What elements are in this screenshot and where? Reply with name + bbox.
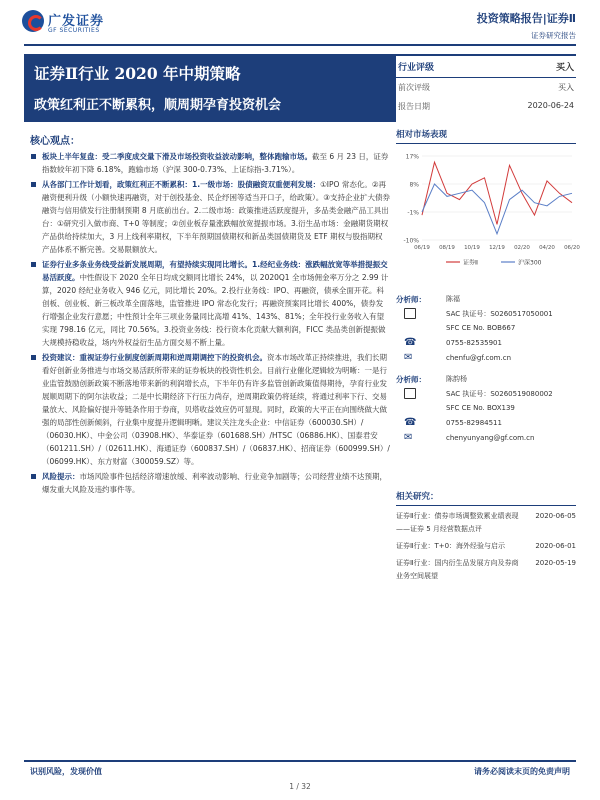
analyst-sfc-row — [396, 402, 576, 417]
footer-divider — [24, 760, 576, 762]
email-icon: ✉ — [404, 432, 413, 443]
analyst-email[interactable]: chenyunyang@gf.com.cn — [446, 434, 535, 442]
analyst-sfc-row — [396, 322, 576, 337]
analyst-name-row — [396, 372, 576, 387]
page-header — [0, 0, 600, 46]
analyst-email-row — [396, 432, 576, 447]
rating-header — [396, 54, 576, 78]
y-tick-label: 17% — [405, 153, 419, 161]
related-research-list — [396, 510, 576, 587]
logo-mark-icon — [22, 10, 44, 32]
page-subtitle: 政策红利正不断累积，顺周期孕育投资机会 — [34, 98, 282, 113]
x-tick-label: 02/20 — [514, 245, 530, 251]
core-views-heading: 核心观点： — [30, 136, 80, 147]
bullet-item — [30, 258, 390, 349]
x-tick-label: 10/19 — [464, 245, 480, 251]
bullet-item — [30, 150, 390, 176]
related-date: 2020-06-01 — [535, 542, 576, 550]
bullet-item — [30, 470, 390, 496]
prev-rating-label: 前次评级 — [398, 83, 430, 92]
analyst-role: 分析师： — [396, 375, 426, 384]
analyst-phone: 0755-82535901 — [446, 339, 502, 347]
y-tick-label: -1% — [407, 209, 419, 217]
related-item[interactable] — [396, 510, 576, 536]
related-title: 证券Ⅱ行业：国内衍生品发展方向及券商业务空间展望 — [396, 559, 519, 580]
analyst-sac-row — [396, 387, 576, 402]
phone-icon: ☎ — [404, 337, 417, 348]
id-card-icon — [404, 308, 416, 319]
bullet-item — [30, 351, 390, 468]
bullet-text: 市场风险事件包括经济增速放缓、利率波动影响、行业竞争加剧等；公司经营业绩不达预期，爆发重大风险及违约事件等。 — [42, 472, 387, 494]
bullet-item — [30, 178, 390, 256]
bullet-text: 资本市场改革正持续推进，我们长期看好创新业务推进与市场交易活跃所带来的证券板块的投资性机会。目前行业催化逻辑较为明晰：一是行业监管鼓励创新政策不断落地带来新的利润增长点，下半年仍有许多监管创新政策值得期待，孕育行业发展顺周期下的阿尔法收益；二是中长期经济下行压力尚存，逆周期政策仍将延续，将通过利率下行、交易量放大、风险偏好提升等链条作用于券商，贝塔收益效应仍可显现。同时，政策的大平正在向围绕做大做强的局部性创新倾斜，行业集中度提升逻辑明晰。建议关注龙头企业：中信证券（600030.SH）/（06030.HK）、中金公司（03908.HK）、华泰证券（601688.SH）/HTSC（06886.HK）、国泰君安（601211.SH）/（02611.HK）、海通证券（600837.SH）/（06837.HK）、招商证券（600999.SH）/（06099.HK）、东方财富（300059.SZ）等。 — [42, 353, 390, 466]
bullet-lead: 证券行业多条业务线受益新发展周期，有望持续实现同比增长。1.经纪业务线：涨跌幅放宽等举措提振交易活跃度。 — [42, 260, 388, 282]
bullet-text: 中性假设下 2020 全年日均成交额同比增长 24%，以 2020Q1 全市场佣金率万分之 2.99 计算，2020 经纪业务收入 946 亿元，同比增长 20%。2.投行业务线：IPO、再融资，债承全面开花。科创板、创业板、新三板改革全面落地，监管推进 IPO 常态化发行；再融资预案同比增长 400%，债券发行增强企业发行意愿；中性预计全年三项业务量同比高增 41%、143%、81%；全年投行业务收入有望实现 798.16 亿元，同比 70.56%。3.投资业务线：投行资本化贡献大额利润，FICC 类品类创新提振做大规模持稳收益，场内外权益衍生品方面交易不断上量。 — [42, 273, 389, 347]
analyst-sfc: SFC CE No. BOB667 — [446, 324, 516, 332]
bullet-lead: 投资建议：重视证券行业制度创新周期和逆周期调控下的投资机会。 — [42, 353, 267, 362]
prev-rating-row — [396, 78, 576, 97]
footer-disclaimer: 请务必阅读末页的免责声明 — [474, 767, 570, 776]
rating-panel — [396, 54, 576, 116]
report-category: 证券研究报告 — [531, 31, 576, 40]
related-title: 证券Ⅱ行业：债券市场调整致累业绩表现——证券 5 月经营数据点评 — [396, 512, 519, 533]
analyst-sfc: SFC CE No. BOX139 — [446, 404, 515, 412]
report-date-label: 报告日期 — [398, 102, 430, 111]
bullet-lead: 板块上半年复盘：受二季度成交量下滑及市场投资收益波动影响，整体跑输市场。 — [42, 152, 312, 161]
related-date: 2020-05-19 — [535, 559, 576, 567]
core-views-list — [30, 150, 390, 498]
header-divider — [24, 44, 576, 46]
relative-performance-chart — [396, 148, 580, 270]
analyst-email[interactable]: chenfu@gf.com.cn — [446, 354, 512, 362]
company-logo — [22, 10, 132, 40]
prev-rating-value: 买入 — [558, 83, 574, 92]
email-icon: ✉ — [404, 352, 413, 363]
related-title: 证券Ⅱ行业：T+0：海外经验与启示 — [396, 542, 506, 550]
series-line-2 — [422, 184, 572, 234]
analyst-role: 分析师： — [396, 295, 426, 304]
bullet-text: 截至 6 月 23 日，证券指数较年初下降 6.18%，跑输市场（沪深 300-0.73%、上证综指-3.71%）。 — [42, 152, 389, 174]
y-tick-label: -10% — [403, 237, 419, 245]
legend-label: 沪深300 — [518, 259, 542, 267]
rating-value: 买入 — [555, 63, 574, 73]
related-item[interactable] — [396, 557, 576, 583]
analyst-card-2 — [396, 372, 576, 447]
legend-label: 证券Ⅱ — [463, 259, 478, 267]
logo-en: GF SECURITIES — [48, 27, 100, 34]
analyst-phone-row — [396, 337, 576, 352]
page-number: 1 / 32 — [289, 782, 311, 791]
phone-icon: ☎ — [404, 417, 417, 428]
rating-label: 行业评级 — [398, 63, 435, 73]
analyst-sac: SAC 执证号：S0260517050001 — [446, 310, 553, 318]
related-date: 2020-06-05 — [535, 512, 576, 520]
analyst-card-1 — [396, 292, 576, 367]
related-item[interactable] — [396, 540, 576, 553]
analyst-name: 陈韵杨 — [446, 375, 467, 383]
analyst-name-row — [396, 292, 576, 307]
x-tick-label: 04/20 — [539, 245, 555, 251]
x-tick-label: 12/19 — [489, 245, 505, 251]
analyst-sac-row — [396, 307, 576, 322]
bullet-text: ①IPO 常态化。②再融资便利升级（小额快速再融资，对于创投基金、民企纾困等适当开口子，给政策）。③支持企业扩大债券融资与信用债发行注册制预期 8 月底前出台。2.二级市场：政策推进活跃度提升，多品类金融产品工具出台：①研究引入做市商、T+0 等制度；②创业板存量涨跌幅放宽提振市场。3.衍生品市场：金融期货期权产品供给持续加大，3 月上线利率期权，下半年预期国债期权和新品类国债期货及 ETF 期权与股指期权产品体系不断完善。交易限额放大。 — [42, 180, 390, 254]
bullet-lead: 从各部门工作计划看，政策红利正不断累积：1.一级市场：股债融资双重便利发展： — [42, 180, 321, 189]
title-banner — [24, 54, 396, 122]
analyst-email-row — [396, 352, 576, 367]
relative-performance-heading: 相对市场表现 — [396, 128, 576, 144]
page-title: 证券Ⅱ行业 2020 年中期策略 — [34, 64, 241, 83]
footer-slogan: 识别风险，发现价值 — [30, 767, 102, 776]
y-tick-label: 8% — [409, 181, 419, 189]
logo-cn: 广发证券 — [48, 14, 105, 29]
report-date-value: 2020-06-24 — [527, 101, 574, 110]
bullet-lead: 风险提示： — [42, 472, 80, 481]
x-tick-label: 08/19 — [439, 245, 455, 251]
report-type: 投资策略报告|证券Ⅱ — [476, 12, 576, 25]
id-card-icon — [404, 388, 416, 399]
report-date-row — [396, 97, 576, 116]
x-tick-label: 06/20 — [564, 245, 580, 251]
analyst-name: 陈福 — [446, 295, 460, 303]
analyst-sac: SAC 执证号：S0260519080002 — [446, 390, 553, 398]
related-research-heading: 相关研究： — [396, 490, 576, 506]
analyst-phone-row — [396, 417, 576, 432]
analyst-phone: 0755-82984511 — [446, 419, 502, 427]
x-tick-label: 06/19 — [414, 245, 430, 251]
